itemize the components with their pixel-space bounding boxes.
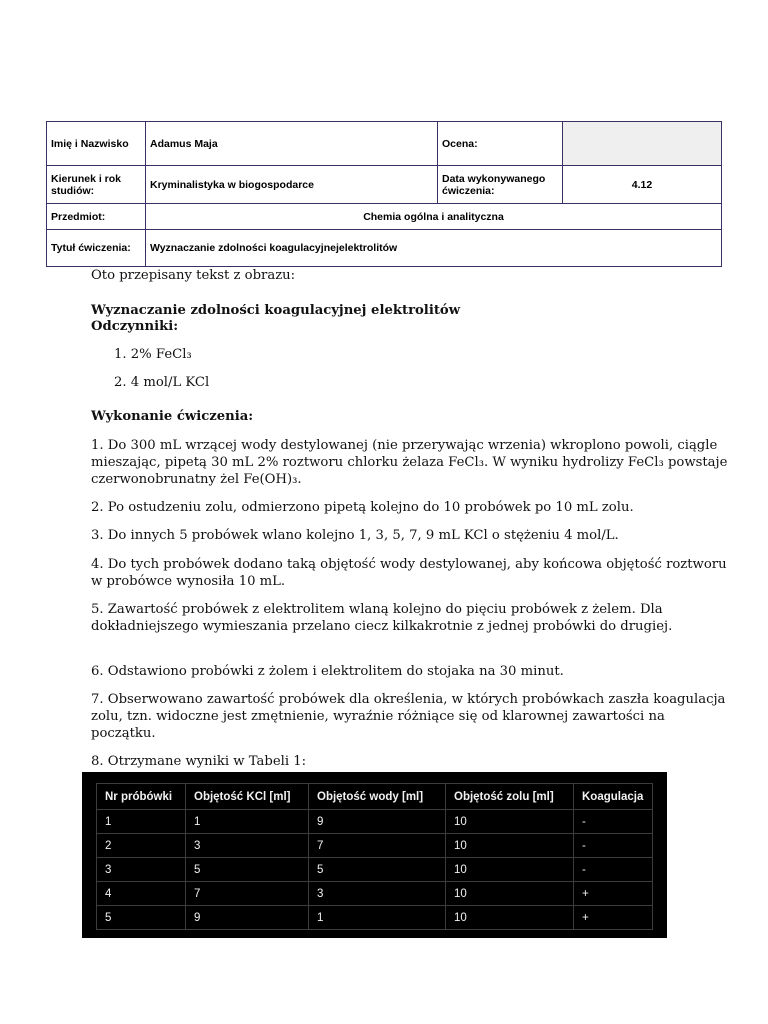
grade-value (563, 122, 722, 166)
table-cell: 3 (97, 858, 186, 882)
name-value: Adamus Maja (146, 122, 438, 166)
title-value: Wyznaczanie zdolności koagulacyjnejelektrolitów (146, 230, 722, 267)
step-8: 8. Otrzymane wyniki w Tabeli 1: (91, 754, 307, 769)
reagent-item: 1. 2% FeCl₃ (114, 347, 192, 362)
subject-value: Chemia ogólna i analityczna (146, 204, 722, 230)
table-cell: 4 (97, 882, 186, 906)
table-cell: 10 (446, 906, 574, 930)
table-cell: 7 (186, 882, 309, 906)
col-header: Koagulacja (574, 784, 653, 810)
reagents-heading: Odczynniki: (91, 319, 179, 334)
results-table (96, 783, 653, 930)
table-row (97, 810, 653, 834)
col-header: Objętość wody [ml] (309, 784, 446, 810)
table-cell: - (574, 834, 653, 858)
table-cell: - (574, 858, 653, 882)
field-label: Kierunek i rok studiów: (47, 166, 146, 204)
col-header: Objętość zolu [ml] (446, 784, 574, 810)
date-label: Data wykonywanego ćwiczenia: (438, 166, 563, 204)
table-cell: 5 (97, 906, 186, 930)
table-cell: 1 (186, 810, 309, 834)
step-1: 1. Do 300 mL wrzącej wody destylowanej (nie przerywając wrzenia) wkroplono powoli, ciągle mieszając, pipetą 30 mL 2% roztworu chlorku żelaza FeCl₃. W wyniku hydrolizy FeCl₃ powstaje czerwonobrunatny żel Fe(OH)₃. (91, 438, 728, 487)
step-3: 3. Do innych 5 probówek wlano kolejno 1, 3, 5, 7, 9 mL KCl o stężeniu 4 mol/L. (91, 528, 619, 543)
subject-label: Przedmiot: (47, 204, 146, 230)
table-cell: 5 (309, 858, 446, 882)
table-cell: 10 (446, 882, 574, 906)
table-cell: + (574, 882, 653, 906)
step-7: 7. Obserwowano zawartość probówek dla określenia, w których probówkach zaszła koagulacja zolu, tzn. widoczne jest zmętnienie, wyraźnie różniące się od klarownej zawartości na początku. (91, 692, 726, 741)
table-row (97, 858, 653, 882)
table-cell: 3 (186, 834, 309, 858)
table-cell: 2 (97, 834, 186, 858)
col-header: Nr próbówki (97, 784, 186, 810)
step-6: 6. Odstawiono probówki z żolem i elektrolitem do stojaka na 30 minut. (91, 664, 564, 679)
step-5: 5. Zawartość probówek z elektrolitem wlaną kolejno do pięciu probówek z żelem. Dla dokładniejszego wymieszania przelano ciecz kilkakrotnie z jednej probówki do drugiej. (91, 602, 673, 634)
table-row (97, 834, 653, 858)
table-cell: 1 (97, 810, 186, 834)
table-row (97, 882, 653, 906)
step-2: 2. Po ostudzeniu zolu, odmierzono pipetą kolejno do 10 probówek po 10 mL zolu. (91, 500, 634, 515)
table-cell: 5 (186, 858, 309, 882)
table-cell: 10 (446, 834, 574, 858)
field-value: Kryminalistyka w biogospodarce (146, 166, 438, 204)
col-header: Objętość KCl [ml] (186, 784, 309, 810)
table-cell: 10 (446, 858, 574, 882)
date-value: 4.12 (563, 166, 722, 204)
document-heading: Wyznaczanie zdolności koagulacyjnej elektrolitów (91, 303, 461, 318)
table-cell: 9 (309, 810, 446, 834)
table-cell: - (574, 810, 653, 834)
procedure-heading: Wykonanie ćwiczenia: (91, 409, 254, 424)
intro-text: Oto przepisany tekst z obrazu: (91, 268, 296, 283)
table-cell: 3 (309, 882, 446, 906)
table-cell: 7 (309, 834, 446, 858)
name-label: Imię i Nazwisko (47, 122, 146, 166)
grade-label: Ocena: (438, 122, 563, 166)
results-table-image (82, 772, 667, 938)
table-cell: + (574, 906, 653, 930)
header-info-table (46, 121, 722, 267)
table-cell: 1 (309, 906, 446, 930)
reagent-item: 2. 4 mol/L KCl (114, 375, 210, 390)
table-row (97, 906, 653, 930)
table-cell: 10 (446, 810, 574, 834)
step-4: 4. Do tych probówek dodano taką objętość wody destylowanej, aby końcowa objętość roztworu w probówce wynosiła 10 mL. (91, 557, 727, 589)
table-cell: 9 (186, 906, 309, 930)
title-label: Tytuł ćwiczenia: (47, 230, 146, 267)
